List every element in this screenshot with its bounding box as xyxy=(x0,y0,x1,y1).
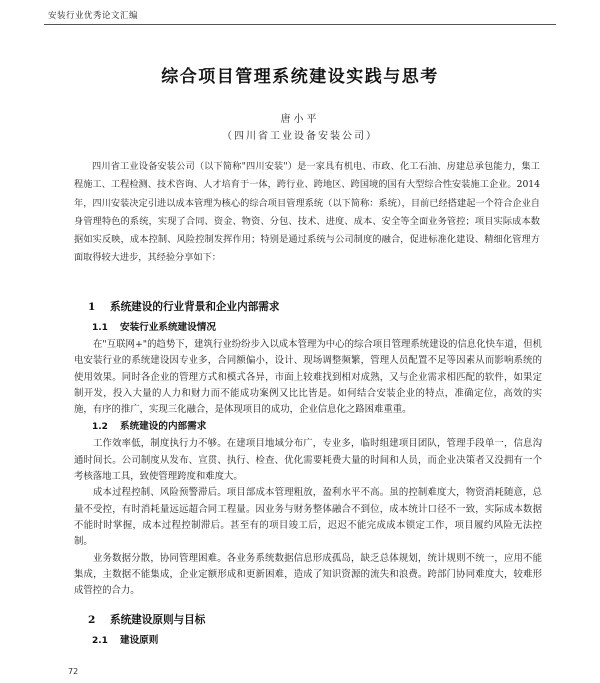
section-heading xyxy=(74,298,542,316)
body-paragraph: 业务数据分散，协同管理困难。各业务系统数据信息形成孤岛，缺乏总体规划，统计规则不统一，应用不能集成，主数据不能集成，企业定额形成和更新困难，造成了知识资源的流失和浪费。跨部门协同难度大，较难形成管控的合力。 xyxy=(74,552,542,597)
subsection-title: 安装行业系统建设情况 xyxy=(120,322,216,333)
article-body xyxy=(74,296,542,650)
body-paragraph: 成本过程控制、风险预警滞后。项目部成本管理粗放，盈利水平不高。虽的控制难度大，物资消耗随意，总量不受控，有时消耗量远远超合同工程量。因业务与财务整体融合不到位，成本统计口径不一致，实际成本数据不能时时掌握，成本过程控制滞后。甚至有的项目竣工后，迟迟不能完成成本锁定工作，项目履约风险无法控制。 xyxy=(74,487,542,548)
section-title: 系统建设原则与目标 xyxy=(110,614,206,627)
page-number: 72 xyxy=(68,667,79,676)
subsection-title: 系统建设的内部需求 xyxy=(120,421,207,433)
body-paragraph: 在"互联网+"的趋势下，建筑行业纷纷步入以成本管理为中心的综合项目管理系统建设的信息化快车道，但机电安装行业的系统建设因专业多，合同额偏小，设计、现场调整频繁，管理人员配置不足等因素从而影响系统的使用效果。同时各企业的管理方式和模式各异，市面上较难找到相对成熟，又与企业需求相匹配的软件，如果定制开发，投入大量的人力和财力而不能成功案例又比比皆是。如何结合安装企业的特点，准确定位，高效的实施，有序的推广，实现三化融合，是体现项目的成功，企业信息化之路困难重重。 xyxy=(74,339,542,416)
subsection-number: 1.1 xyxy=(92,323,108,333)
section-number: 1 xyxy=(88,301,96,313)
subsection-heading xyxy=(74,632,542,650)
subsection-number: 1.2 xyxy=(92,422,108,433)
abstract xyxy=(74,158,540,268)
section-heading xyxy=(74,611,542,629)
header-rule xyxy=(44,24,556,25)
abstract-paragraph: 四川省工业设备安装公司（以下简称"四川安装"）是一家具有机电、市政、化工石油、房建总承包能力，集工程施工、工程检测、技术咨询、人才培育于一体，跨行业、跨地区、跨国境的国有大型综合性安装施工企业。2014年，四川安装决定引进以成本管理为核心的综合项目管理系统（以下简称：系统），目前已经搭建起一个符合企业自身管理特色的系统，实现了合同、资金、物资、分包、技术、进度、成本、安全等全面业务管控；项目实际成本数据如实反映，成本控制、风险控制发挥作用；特别是通过系统与公司制度的融合，促进标准化建设、精细化管理方面取得较大进步，其经验分享如下： xyxy=(74,161,540,264)
section-title: 系统建设的行业背景和企业内部需求 xyxy=(110,301,280,313)
running-head: 安装行业优秀论文汇编 xyxy=(48,11,139,21)
subsection-heading xyxy=(74,319,542,337)
article-affiliation: （四川省工业设备安装公司） xyxy=(222,131,378,142)
article-author: 唐小平 xyxy=(280,114,320,125)
section-gap xyxy=(74,599,542,609)
article-title: 综合项目管理系统建设实践与思考 xyxy=(161,67,439,87)
body-paragraph: 工作效率低，制度执行力不够。在建项目地域分布广，专业多，临时组建项目团队，管理手段单一，信息沟通时间长。公司制度从发布、宣贯、执行、检查、优化需要耗费大量的时间和人员，而企业决策者又没拥有一个考核落地工具，致使管理跨度和难度大。 xyxy=(74,438,542,483)
section-number: 2 xyxy=(88,614,96,627)
subsection-number: 2.1 xyxy=(92,636,108,647)
subsection-heading xyxy=(74,418,542,436)
subsection-title: 建设原则 xyxy=(120,635,159,647)
